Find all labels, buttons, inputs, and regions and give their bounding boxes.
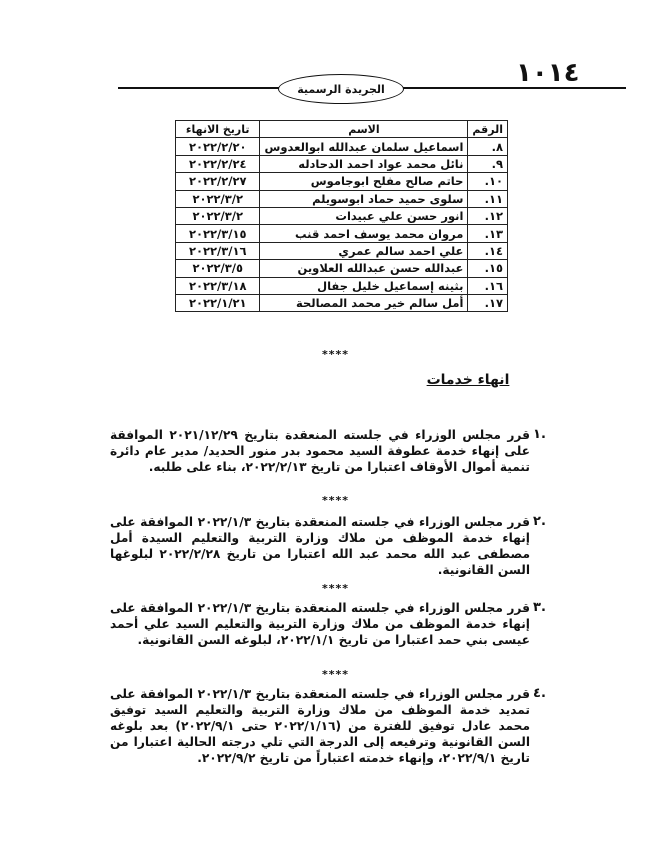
decision-text: قرر مجلس الوزراء في جلسته المنعقدة بتاريخ ٢٠٢١/١٢/٢٩ الموافقة على إنهاء خدمة عطوفة السيد محمود بدر منور الحديد/ مدير عام دائرة تنمية أموال الأوقاف اعتبارا من تاريخ ٢٠٢٢/٢/١٣، بناء على طلبه. <box>110 428 530 474</box>
column-header-date: تاريخ الانهاء <box>176 121 260 138</box>
decision-text: قرر مجلس الوزراء في جلسته المنعقدة بتاريخ ٢٠٢٢/١/٣ الموافقة على تمديد خدمة الموظف من ملاك وزارة التربية والتعليم السيد توفيق محمد عادل توفيق للفترة من (٢٠٢٢/١/١٦ حتى ٢٠٢٢/٩/١) بعد بلوغه السن القانونية وترفيعه إلى الدرجة التي تلي درجته الحالية اعتبارا من تاريخ ٢٠٢٢/٩/١، وإنهاء خدمته اعتباراً من تاريخ ٢٠٢٢/٩/٢. <box>110 687 530 765</box>
table-row <box>176 294 508 311</box>
section-title: انهاء خدمات <box>426 372 510 388</box>
separator-stars: **** <box>321 348 349 361</box>
row-date: ٢٠٢٢/١/٢١ <box>176 294 260 311</box>
row-number: ٩. <box>468 155 508 172</box>
separator-stars: **** <box>321 494 349 507</box>
separator-stars: **** <box>321 582 349 595</box>
row-name: عبدالله حسن عبدالله العلاوين <box>260 260 468 277</box>
table-row <box>176 155 508 172</box>
table-row <box>176 138 508 155</box>
row-number: ١٧. <box>468 294 508 311</box>
column-header-name: الاسم <box>260 121 468 138</box>
row-number: ١٦. <box>468 277 508 294</box>
row-name: أمل سالم خير محمد المصالحة <box>260 294 468 311</box>
page-number: ١٠١٤ <box>516 58 580 88</box>
table-header-row <box>176 121 508 138</box>
row-number: ١١. <box>468 190 508 207</box>
row-name: سلوى حميد حماد ابوسويلم <box>260 190 468 207</box>
row-name: اسماعيل سلمان عبدالله ابوالعدوس <box>260 138 468 155</box>
row-date: ٢٠٢٢/٢/٢٤ <box>176 155 260 172</box>
table-row <box>176 207 508 224</box>
table-row <box>176 242 508 259</box>
gazette-title-oval <box>278 74 404 104</box>
row-date: ٢٠٢٢/٣/١٥ <box>176 225 260 242</box>
table-row <box>176 190 508 207</box>
row-number: ٨. <box>468 138 508 155</box>
decision-number: ٤. <box>533 686 546 701</box>
row-number: ١٤. <box>468 242 508 259</box>
row-number: ١٥. <box>468 260 508 277</box>
table-row <box>176 277 508 294</box>
decision-number: ٢. <box>533 514 546 529</box>
table-row <box>176 173 508 190</box>
decision-number: ١. <box>533 427 546 442</box>
row-number: ١٣. <box>468 225 508 242</box>
gazette-title: الجريدة الرسمية <box>297 82 385 96</box>
row-date: ٢٠٢٢/٣/١٨ <box>176 277 260 294</box>
row-date: ٢٠٢٢/٣/٢ <box>176 207 260 224</box>
row-date: ٢٠٢٢/٣/١٦ <box>176 242 260 259</box>
decision-text: قرر مجلس الوزراء في جلسته المنعقدة بتاريخ ٢٠٢٢/١/٣ الموافقة على إنهاء خدمة الموظف من ملاك وزارة التربية والتعليم السيد علي أحمد عيسى بني حمد اعتبارا من تاريخ ٢٠٢٢/١/١، لبلوغه السن القانونية. <box>110 601 530 647</box>
decision-number: ٣. <box>533 600 546 615</box>
decision-text: قرر مجلس الوزراء في جلسته المنعقدة بتاريخ ٢٠٢٢/١/٣ الموافقة على إنهاء خدمة الموظف من ملاك وزارة التربية والتعليم السيدة أمل مصطفى عبد الله محمد عبد الله اعتبارا من تاريخ ٢٠٢٢/٢/٢٨ لبلوغها السن القانونية. <box>110 515 530 577</box>
row-date: ٢٠٢٢/٣/٢ <box>176 190 260 207</box>
row-date: ٢٠٢٢/٢/٢٧ <box>176 173 260 190</box>
row-name: نائل محمد عواد احمد الدحادله <box>260 155 468 172</box>
row-number: ١٠. <box>468 173 508 190</box>
row-number: ١٢. <box>468 207 508 224</box>
row-date: ٢٠٢٢/٣/٥ <box>176 260 260 277</box>
separator-stars: **** <box>321 668 349 681</box>
column-header-num: الرقم <box>468 121 508 138</box>
retirement-table <box>175 120 508 312</box>
row-name: بثينه إسماعيل خليل جفال <box>260 277 468 294</box>
row-date: ٢٠٢٢/٢/٢٠ <box>176 138 260 155</box>
table-row <box>176 225 508 242</box>
row-name: انور حسن علي عبيدات <box>260 207 468 224</box>
row-name: مروان محمد يوسف احمد قنب <box>260 225 468 242</box>
row-name: حاتم صالح مفلح ابوجاموس <box>260 173 468 190</box>
row-name: علي احمد سالم عمري <box>260 242 468 259</box>
table-row <box>176 260 508 277</box>
